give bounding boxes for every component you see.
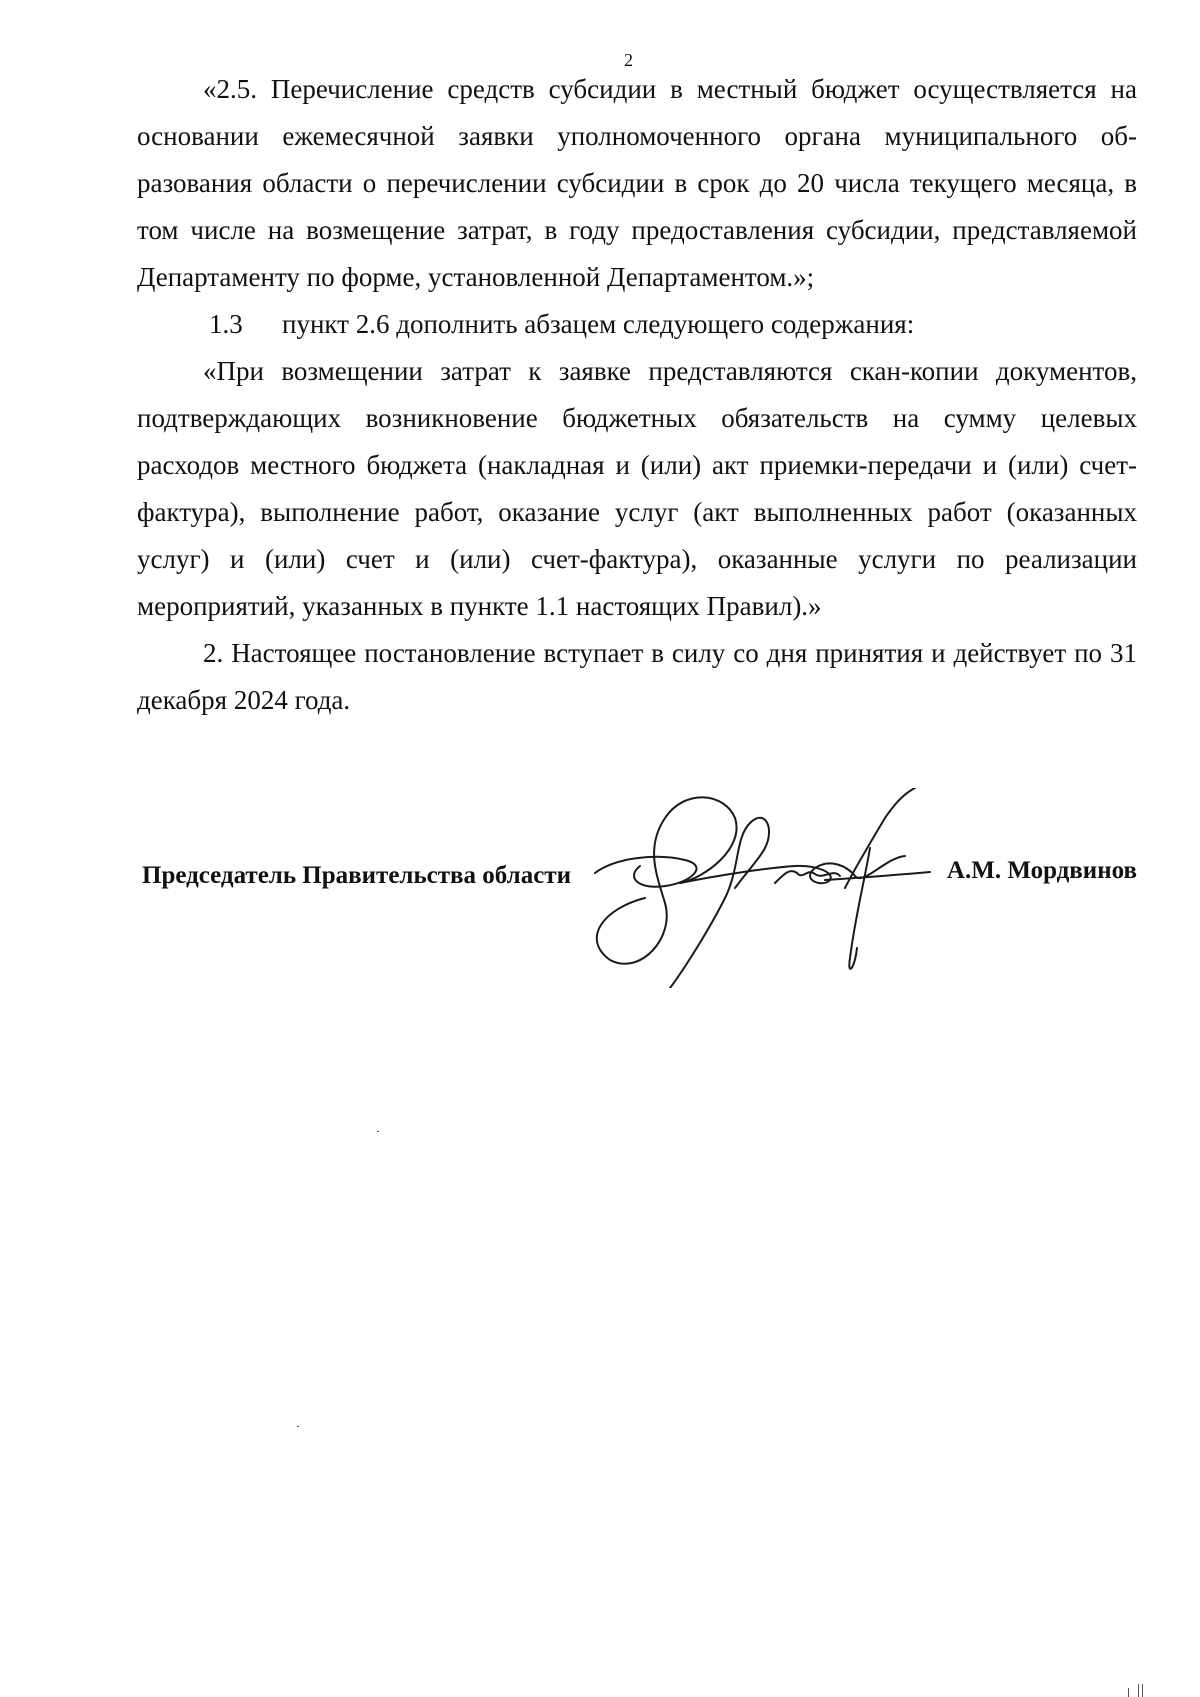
document-body <box>137 66 1137 724</box>
scan-artifact <box>1128 1688 1129 1697</box>
scan-artifact <box>377 1131 379 1132</box>
scan-artifact <box>1138 1684 1139 1697</box>
item-number: 1.3 <box>209 309 243 339</box>
scan-artifact <box>297 1426 299 1427</box>
handwritten-signature <box>585 788 945 988</box>
paragraph-effective-date: 2. Настоящее постановление вступает в силу со дня принятия и действует по 31 декабря 2024 года. <box>137 638 1137 715</box>
page-number: 2 <box>624 50 633 70</box>
item-text: пункт 2.6 дополнить абзацем следующего содержания: <box>282 309 915 339</box>
signatory-name: А.М. Мордвинов <box>946 857 1137 884</box>
scan-artifact <box>1142 1684 1143 1697</box>
paragraph-addition: «При возмещении затрат к заявке представляются скан-копии документов, подтверждающих возникновение бюджетных обязательств на сумму целевых расходов местного бюджета (накладная и (или) акт приемки-передачи и (или) счет-фактура), выполнение работ, оказание услуг (акт выполненных работ (оказанных услуг) и (или) счет и (или) счет-фактура), оказанные услуги по реализации мероприятий, указанных в пункте 1.1 настоящих Правил).» <box>137 356 1137 621</box>
paragraph-2-5: «2.5. Перечисление средств субсидии в местный бюджет осуществляется на основании ежемесячной заявки уполномоченного органа муниципального образования области о перечислении субсидии в срок до 20 числа текущего месяца, в том числе на возмещение затрат, в году предоставления субсидии, представляемой Департаменту по форме, установленной Департаментом.»; <box>137 74 1137 292</box>
item-1-3 <box>137 301 1137 348</box>
signatory-title: Председатель Правительства области <box>142 862 571 889</box>
